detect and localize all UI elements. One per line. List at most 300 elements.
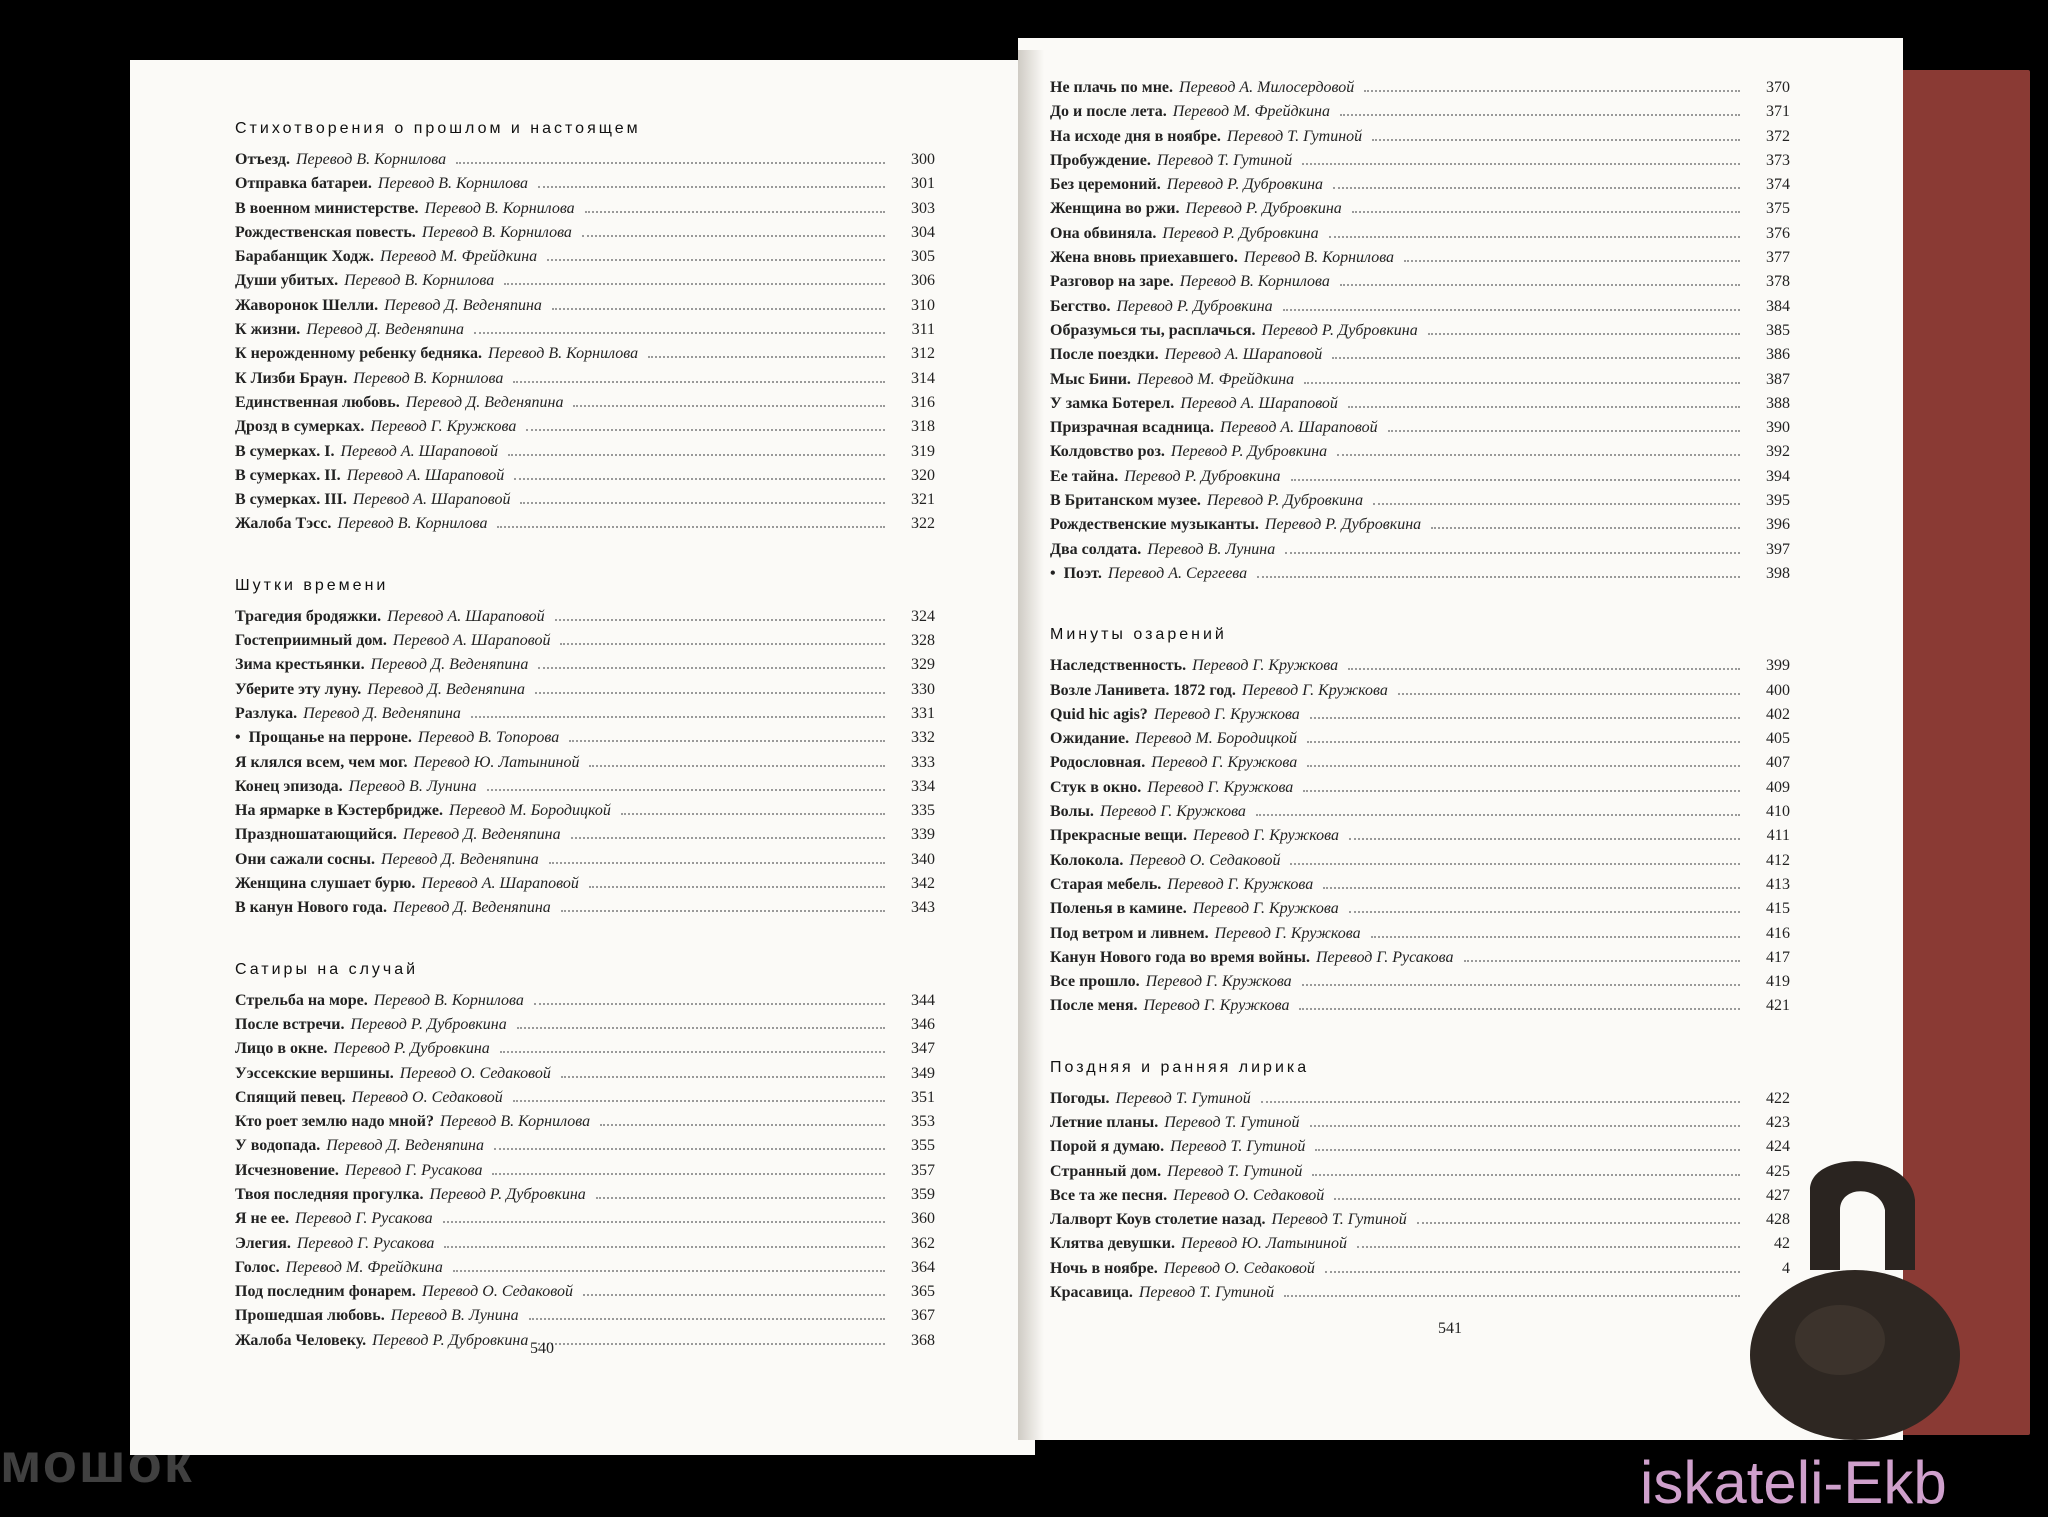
entry-translator: Перевод Р. Дубровкина xyxy=(1166,176,1324,194)
entry-page-number: 305 xyxy=(911,248,935,266)
entry-translator: Перевод А. Сергеева xyxy=(1107,564,1248,582)
entry-page-number: 373 xyxy=(1766,151,1790,169)
dot-leader xyxy=(534,1003,885,1005)
dot-leader xyxy=(1340,114,1740,116)
entry-page-number: 424 xyxy=(1766,1138,1790,1156)
entry-page-number: 318 xyxy=(911,418,935,436)
toc-entry xyxy=(235,823,935,847)
entry-title: Рождественская повесть. xyxy=(235,223,416,241)
entry-page-number: 329 xyxy=(911,656,935,674)
section-title: Шутки времени xyxy=(235,576,389,594)
entry-page-number: 412 xyxy=(1766,851,1790,869)
entry-translator: Перевод В. Корнилова xyxy=(377,175,529,193)
dot-leader xyxy=(1348,668,1740,670)
dot-leader xyxy=(443,1221,885,1223)
entry-translator: Перевод Т. Гутиной xyxy=(1226,127,1363,145)
entry-page-number: 365 xyxy=(911,1283,935,1301)
entry-page-number: 4 xyxy=(1782,1259,1790,1277)
entry-title: Quid hic agis? xyxy=(1050,705,1148,723)
entry-page-number: 385 xyxy=(1766,321,1790,339)
dot-leader xyxy=(529,1318,885,1320)
dot-leader xyxy=(1398,693,1740,695)
entry-title: Колдовство роз. xyxy=(1050,443,1165,461)
toc-entry xyxy=(1050,1111,1790,1135)
toc-entry xyxy=(1050,994,1790,1018)
entry-page-number: 413 xyxy=(1766,875,1790,893)
toc-entry xyxy=(235,245,935,269)
toc-entry xyxy=(235,629,935,653)
entry-title: Праздношатающийся. xyxy=(235,826,397,844)
entry-title: Волы. xyxy=(1050,803,1094,821)
dot-leader xyxy=(1373,503,1740,505)
entry-translator: Перевод О. Седаковой xyxy=(1163,1259,1315,1277)
entry-page-number: 330 xyxy=(911,680,935,698)
dot-leader xyxy=(1325,1271,1740,1273)
toc-entry xyxy=(235,848,935,872)
entry-page-number: 410 xyxy=(1766,803,1790,821)
toc-section xyxy=(1050,76,1790,586)
entry-translator: Перевод Т. Гутиной xyxy=(1115,1089,1251,1107)
entry-page-number: 357 xyxy=(911,1161,935,1179)
entry-title: Бегство. xyxy=(1050,297,1111,315)
entry-title: Барабанщик Ходж. xyxy=(235,248,374,266)
entry-translator: Перевод В. Корнилова xyxy=(344,272,495,290)
entry-bullet: • xyxy=(235,729,241,747)
entry-page-number: 359 xyxy=(911,1185,935,1203)
entry-page-number: 306 xyxy=(911,272,935,290)
entry-page-number: 428 xyxy=(1766,1211,1790,1229)
entry-title: Лицо в окне. xyxy=(235,1040,328,1058)
toc-entry xyxy=(235,896,935,920)
toc-entry xyxy=(235,653,935,677)
entry-title: Я не ее. xyxy=(235,1210,290,1228)
entry-title: Лалворт Коув столетие назад. xyxy=(1050,1211,1266,1229)
toc-entry xyxy=(1050,1257,1790,1281)
entry-title: Жалоба Человеку. xyxy=(235,1331,367,1349)
entry-translator: Перевод Р. Дубровкина xyxy=(1264,516,1422,534)
entry-translator: Перевод Т. Гутиной xyxy=(1271,1211,1407,1229)
entry-page-number: 360 xyxy=(911,1210,935,1228)
entry-page-number: 400 xyxy=(1766,681,1790,699)
dot-leader xyxy=(453,1270,885,1272)
dot-leader xyxy=(1332,357,1740,359)
entry-title: Отъезд. xyxy=(235,151,290,168)
toc-entry xyxy=(1050,1184,1790,1208)
dot-leader xyxy=(513,1100,885,1102)
entry-translator: Перевод В. Корнилова xyxy=(421,223,572,241)
dot-leader xyxy=(1428,333,1740,335)
entry-title: Клятва девушки. xyxy=(1050,1235,1175,1253)
entry-title: Поленья в камине. xyxy=(1050,900,1187,918)
entry-translator: Перевод Г. Кружкова xyxy=(1167,875,1314,893)
dot-leader xyxy=(1334,1198,1740,1200)
toc-entry xyxy=(235,1329,935,1353)
entry-translator: Перевод А. Милосердовой xyxy=(1179,79,1355,96)
toc-entry xyxy=(235,1183,935,1207)
toc-entry xyxy=(235,1256,935,1280)
dot-leader xyxy=(596,1197,885,1199)
entry-translator: Перевод Р. Дубровкина xyxy=(333,1040,490,1058)
dot-leader xyxy=(444,1246,885,1248)
dot-leader xyxy=(583,1294,885,1296)
entry-translator: Перевод Г. Русакова xyxy=(1315,948,1454,966)
entry-translator: Перевод Р. Дубровкина xyxy=(1206,492,1364,510)
entry-title: Образумься ты, расплачься. xyxy=(1050,321,1256,339)
dot-leader xyxy=(1371,936,1740,938)
toc-entry xyxy=(235,1037,935,1061)
entry-title: Конец эпизода. xyxy=(235,777,343,795)
entry-title: На исходе дня в ноябре. xyxy=(1050,127,1221,145)
toc-entry xyxy=(1050,513,1790,537)
toc-entry xyxy=(1050,800,1790,824)
entry-translator: Перевод А. Шараповой xyxy=(352,491,511,509)
toc-entry xyxy=(235,1013,935,1037)
dot-leader xyxy=(492,1173,885,1175)
entry-title: Без церемоний. xyxy=(1050,176,1161,194)
entry-page-number: 312 xyxy=(911,345,935,363)
entry-title: Трагедия бродяжки. xyxy=(235,607,382,625)
dot-leader xyxy=(517,1027,885,1029)
toc-entry xyxy=(235,872,935,896)
dot-leader xyxy=(1337,454,1740,456)
toc-entry xyxy=(1050,222,1790,246)
dot-leader xyxy=(552,308,885,310)
toc-entry xyxy=(1050,149,1790,173)
entry-title: Спящий певец. xyxy=(235,1088,346,1106)
dot-leader xyxy=(560,643,885,645)
watermark-right: iskateli-Ekb xyxy=(1640,1449,1947,1516)
dot-leader xyxy=(569,740,885,742)
toc-entry xyxy=(1050,295,1790,319)
entry-title: Жалоба Тэсс. xyxy=(235,515,332,533)
entry-page-number: 421 xyxy=(1766,997,1790,1015)
toc-entry xyxy=(235,464,935,488)
dot-leader xyxy=(1307,765,1740,767)
entry-translator: Перевод Р. Дубровкина xyxy=(350,1015,507,1033)
toc-entry xyxy=(1050,489,1790,513)
dot-leader xyxy=(1349,838,1740,840)
entry-title: Погоды. xyxy=(1050,1089,1110,1107)
dot-leader xyxy=(538,667,885,669)
entry-page-number: 371 xyxy=(1766,103,1790,121)
toc-entry xyxy=(235,605,935,629)
toc-entry xyxy=(1050,368,1790,392)
entry-translator: Перевод Г. Кружкова xyxy=(1192,900,1339,918)
dot-leader xyxy=(494,1148,885,1150)
dot-leader xyxy=(520,502,885,504)
dot-leader xyxy=(561,1076,885,1078)
entry-translator: Перевод В. Корнилова xyxy=(295,151,447,168)
entry-translator: Перевод Г. Кружкова xyxy=(1192,657,1339,675)
entry-page-number: 332 xyxy=(911,729,935,747)
entry-bullet: • xyxy=(1050,564,1056,582)
entry-translator: Перевод Р. Дубровкина xyxy=(1162,224,1319,242)
entry-translator: Перевод В. Лунина xyxy=(1147,540,1276,558)
dot-leader xyxy=(1284,1295,1740,1297)
entry-page-number: 42 xyxy=(1774,1235,1790,1253)
toc-right xyxy=(1050,76,1790,1345)
toc-entry xyxy=(235,1207,935,1231)
toc-entry xyxy=(1050,727,1790,751)
entry-page-number: 343 xyxy=(911,899,935,917)
book-gutter xyxy=(1018,50,1044,1440)
entry-title: До и после лета. xyxy=(1050,103,1167,121)
entry-title: В сумерках. III. xyxy=(235,491,347,509)
section-title: Сатиры на случай xyxy=(235,960,419,978)
entry-title: К нерожденному ребенку бедняка. xyxy=(235,345,482,363)
toc-entry xyxy=(235,1110,935,1134)
entry-title: Мыс Бини. xyxy=(1050,370,1131,388)
entry-translator: Перевод Г. Кружкова xyxy=(1214,924,1361,942)
entry-page-number: 417 xyxy=(1766,948,1790,966)
dot-leader xyxy=(1302,984,1740,986)
entry-translator: Перевод Г. Кружкова xyxy=(1143,997,1290,1015)
dot-leader xyxy=(1404,260,1740,262)
entry-translator: Перевод Р. Дубровкина xyxy=(1124,467,1281,485)
entry-translator: Перевод А. Шараповой xyxy=(1180,394,1338,412)
dot-leader xyxy=(1388,430,1740,432)
entry-title: После встречи. xyxy=(235,1015,345,1033)
entry-translator: Перевод Г. Кружкова xyxy=(1099,803,1246,821)
entry-translator: Перевод Д. Веденяпина xyxy=(402,826,561,844)
entry-title: Возле Ланивета. 1872 год. xyxy=(1050,681,1236,699)
entry-translator: Перевод В. Корнилова xyxy=(1243,249,1395,267)
dot-leader xyxy=(648,356,885,358)
toc-entry xyxy=(1050,1208,1790,1232)
entry-page-number: 386 xyxy=(1766,346,1790,364)
entry-title: Разлука. xyxy=(235,704,298,722)
entry-translator: Перевод Р. Дубровкина xyxy=(1170,443,1328,461)
entry-page-number: 300 xyxy=(911,151,935,168)
toc-entry xyxy=(235,512,935,536)
entry-translator: Перевод Г. Кружкова xyxy=(1147,778,1294,796)
entry-title: К жизни. xyxy=(235,321,301,339)
entry-translator: Перевод Т. Гутиной xyxy=(1138,1284,1275,1302)
entry-title: В сумерках. I. xyxy=(235,442,335,460)
entry-translator: Перевод Р. Дубровкина xyxy=(429,1185,586,1203)
entry-title: Разговор на заре. xyxy=(1050,273,1174,291)
entry-title: У водопада. xyxy=(235,1137,321,1155)
toc-entry xyxy=(1050,1087,1790,1111)
entry-translator: Перевод О. Седаковой xyxy=(1173,1186,1325,1204)
toc-entry xyxy=(235,702,935,726)
entry-title: У замка Ботерел. xyxy=(1050,394,1175,412)
toc-entry xyxy=(1050,197,1790,221)
entry-translator: Перевод Т. Гутиной xyxy=(1167,1162,1303,1180)
toc-entry xyxy=(1050,703,1790,727)
entry-title: Дрозд в сумерках. xyxy=(235,418,365,436)
section-title: Стихотворения о прошлом и настоящем xyxy=(235,120,641,137)
entry-title: Ее тайна. xyxy=(1050,467,1119,485)
entry-translator: Перевод Т. Гутиной xyxy=(1164,1113,1300,1131)
entry-page-number: 370 xyxy=(1766,79,1790,96)
entry-page-number: 364 xyxy=(911,1258,935,1276)
entry-page-number: 344 xyxy=(911,991,935,1009)
entry-translator: Перевод В. Топорова xyxy=(417,729,560,747)
toc-entry xyxy=(1050,416,1790,440)
entry-page-number: 387 xyxy=(1766,370,1790,388)
dot-leader xyxy=(621,813,885,815)
dot-leader xyxy=(1372,139,1740,141)
entry-page-number: 331 xyxy=(911,704,935,722)
entry-page-number: 335 xyxy=(911,802,935,820)
entry-page-number: 402 xyxy=(1766,705,1790,723)
toc-entry xyxy=(235,197,935,221)
entry-translator: Перевод А. Шараповой xyxy=(387,607,545,625)
entry-translator: Перевод А. Шараповой xyxy=(392,632,551,650)
entry-translator: Перевод Ю. Латыниной xyxy=(1180,1235,1347,1253)
toc-entry xyxy=(1050,173,1790,197)
entry-page-number: 319 xyxy=(911,442,935,460)
entry-title: К Лизби Браун. xyxy=(235,369,348,387)
entry-title: Ожидание. xyxy=(1050,730,1130,748)
toc-entry xyxy=(1050,654,1790,678)
dot-leader xyxy=(1302,163,1740,165)
entry-title: Прекрасные вещи. xyxy=(1050,827,1187,845)
entry-translator: Перевод В. Корнилова xyxy=(373,991,524,1009)
entry-translator: Перевод О. Седаковой xyxy=(421,1283,574,1301)
left-page xyxy=(130,60,1035,1455)
toc-entry xyxy=(235,726,935,750)
entry-page-number: 301 xyxy=(911,175,935,193)
dot-leader xyxy=(1299,1008,1740,1010)
toc-section xyxy=(235,961,935,1353)
entry-translator: Перевод Р. Дубровкина xyxy=(1261,321,1418,339)
entry-page-number: 334 xyxy=(911,777,935,795)
entry-title: Старая мебель. xyxy=(1050,875,1162,893)
entry-title: Отправка батареи. xyxy=(235,175,372,193)
toc-entry xyxy=(1050,319,1790,343)
entry-translator: Перевод Д. Веденяпина xyxy=(303,704,461,722)
entry-translator: Перевод Д. Веденяпина xyxy=(381,850,539,868)
dot-leader xyxy=(456,162,885,164)
toc-entry xyxy=(1050,679,1790,703)
entry-title: Канун Нового года во время войны. xyxy=(1050,948,1310,966)
entry-title: Стук в окно. xyxy=(1050,778,1142,796)
toc-entry xyxy=(235,1086,935,1110)
toc-entry xyxy=(1050,76,1790,100)
toc-entry xyxy=(1050,1135,1790,1159)
entry-title: Под ветром и ливнем. xyxy=(1050,924,1209,942)
dot-leader xyxy=(1285,552,1740,554)
entry-page-number: 405 xyxy=(1766,730,1790,748)
entry-translator: Перевод В. Корнилова xyxy=(353,369,504,387)
dot-leader xyxy=(1357,1246,1740,1248)
entry-title: Ночь в ноябре. xyxy=(1050,1259,1158,1277)
entry-title: В сумерках. II. xyxy=(235,466,341,484)
dot-leader xyxy=(497,526,885,528)
entry-title: Женщина во ржи. xyxy=(1050,200,1180,218)
entry-page-number: 392 xyxy=(1766,443,1790,461)
toc-entry xyxy=(235,440,935,464)
entry-page-number: 340 xyxy=(911,850,935,868)
entry-page-number: 415 xyxy=(1766,900,1790,918)
dot-leader xyxy=(1417,1222,1740,1224)
toc-entry xyxy=(235,148,935,172)
toc-entry xyxy=(235,799,935,823)
dot-leader xyxy=(1431,527,1740,529)
entry-translator: Перевод Г. Русакова xyxy=(344,1161,483,1179)
toc-entry xyxy=(1050,100,1790,124)
entry-title: Уэссекские вершины. xyxy=(235,1064,394,1082)
dot-leader xyxy=(535,692,885,694)
dot-leader xyxy=(573,405,885,407)
entry-page-number: 322 xyxy=(911,515,935,533)
dot-leader xyxy=(549,862,885,864)
dot-leader xyxy=(487,789,885,791)
entry-title: Порой я думаю. xyxy=(1050,1138,1165,1156)
entry-page-number: 407 xyxy=(1766,754,1790,772)
entry-page-number: 368 xyxy=(911,1331,935,1349)
entry-translator: Перевод Г. Русакова xyxy=(296,1234,435,1252)
entry-title: Единственная любовь. xyxy=(235,393,400,411)
entry-translator: Перевод О. Седаковой xyxy=(1129,851,1281,869)
dot-leader xyxy=(1352,211,1740,213)
entry-title: Странный дом. xyxy=(1050,1162,1162,1180)
entry-title: Исчезновение. xyxy=(235,1161,339,1179)
entry-page-number: 310 xyxy=(911,296,935,314)
toc-entry xyxy=(1050,562,1790,586)
entry-title: Я клялся всем, чем мог. xyxy=(235,753,408,771)
entry-title: Стрельба на море. xyxy=(235,991,368,1009)
entry-page-number: 422 xyxy=(1766,1089,1790,1107)
toc-entry xyxy=(235,1304,935,1328)
toc-entry xyxy=(235,775,935,799)
toc-entry xyxy=(235,391,935,415)
toc-entry xyxy=(235,989,935,1013)
section-title: Поздняя и ранняя лирика xyxy=(1050,1058,1310,1076)
entry-page-number: 372 xyxy=(1766,127,1790,145)
entry-translator: Перевод Г. Кружкова xyxy=(1241,681,1388,699)
toc-entry xyxy=(235,269,935,293)
entry-page-number: 339 xyxy=(911,826,935,844)
entry-translator: Перевод М. Бородицкой xyxy=(448,802,611,820)
entry-page-number: 328 xyxy=(911,632,935,650)
dot-leader xyxy=(561,910,885,912)
entry-translator: Перевод М. Фрейдкина xyxy=(1136,370,1295,388)
dot-leader xyxy=(1315,1149,1740,1151)
entry-title: Прощанье на перроне. xyxy=(248,729,412,747)
entry-translator: Перевод М. Фрейдкина xyxy=(285,1258,443,1276)
dot-leader xyxy=(1340,284,1740,286)
entry-page-number: 321 xyxy=(911,491,935,509)
entry-translator: Перевод Р. Дубровкина xyxy=(1185,200,1342,218)
toc-entry xyxy=(1050,751,1790,775)
watermark-left: мошок xyxy=(0,1431,194,1494)
toc-entry xyxy=(1050,897,1790,921)
entry-title: После меня. xyxy=(1050,997,1138,1015)
dot-leader xyxy=(500,1051,885,1053)
entry-page-number: 394 xyxy=(1766,467,1790,485)
entry-page-number: 346 xyxy=(911,1015,935,1033)
toc-entry xyxy=(1050,873,1790,897)
toc-entry xyxy=(235,367,935,391)
toc-entry xyxy=(1050,125,1790,149)
entry-translator: Перевод Д. Веденяпина xyxy=(370,656,529,674)
entry-page-number: 347 xyxy=(911,1040,935,1058)
dot-leader xyxy=(474,332,885,334)
dot-leader xyxy=(1261,1101,1740,1103)
entry-title: В канун Нового года. xyxy=(235,899,388,917)
entry-translator: Перевод Г. Кружкова xyxy=(370,418,517,436)
dot-leader xyxy=(1333,187,1740,189)
entry-translator: Перевод В. Корнилова xyxy=(1179,273,1330,291)
entry-title: Все прошло. xyxy=(1050,973,1140,991)
toc-entry xyxy=(1050,849,1790,873)
entry-title: Прошедшая любовь. xyxy=(235,1307,385,1325)
toc-entry xyxy=(235,221,935,245)
toc-entry xyxy=(1050,946,1790,970)
